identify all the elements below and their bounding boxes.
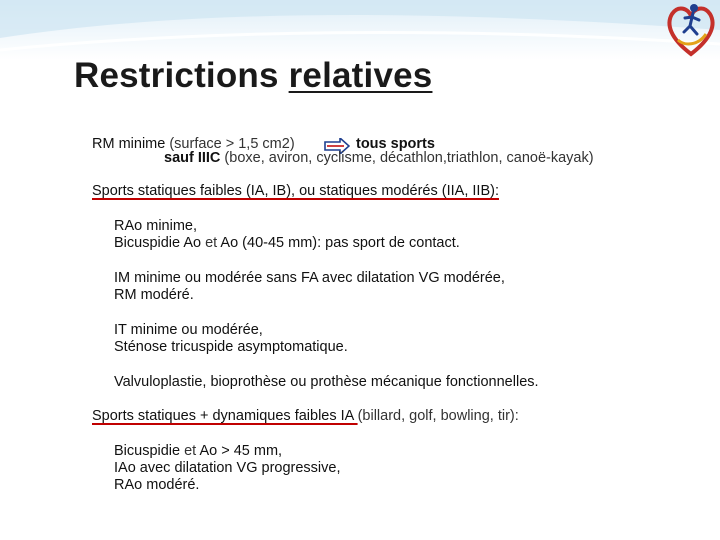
- group2-line-a: IM minime ou modérée sans FA avec dilatation VG modérée,: [114, 270, 505, 286]
- rm-result: tous sports: [356, 136, 435, 152]
- group3-line-b: Sténose tricuspide asymptomatique.: [114, 339, 348, 355]
- section2-line1-part1: Bicuspidie: [114, 443, 181, 459]
- group1-line-b: [114, 235, 460, 252]
- section2-line1: [114, 443, 282, 460]
- group2-line-b: RM modéré.: [114, 287, 194, 303]
- section2-line1-part3: Ao > 45 mm,: [199, 443, 283, 459]
- sauf-line: [164, 150, 594, 167]
- rm-detail: (surface > 1,5 cm2): [165, 136, 295, 152]
- rm-label: RM minime: [92, 136, 166, 152]
- sauf-detail: (boxe, aviron, cyclisme, décathlon,triathlon, canoë-kayak): [220, 150, 594, 166]
- group1-line-b-part1: Bicuspidie Ao: [114, 235, 202, 251]
- group1-line-b-part2: et: [201, 235, 221, 251]
- section2-line3: RAo modéré.: [114, 477, 200, 493]
- title-part1: Restrictions: [74, 56, 289, 95]
- group1-line-b-part3: Ao (40-45 mm): pas sport de contact.: [220, 235, 460, 251]
- header-swoosh: [0, 0, 720, 60]
- title-part2: relatives: [288, 56, 433, 95]
- page-title: [74, 56, 432, 96]
- group3-line-a: IT minime ou modérée,: [114, 322, 263, 338]
- group1-line-a: RAo minime,: [114, 218, 197, 234]
- section2-line1-part2: et: [180, 443, 200, 459]
- group4-line-a: Valvuloplastie, bioprothèse ou prothèse mécanique fonctionnelles.: [114, 374, 539, 390]
- heart-runner-logo: [664, 0, 718, 58]
- section2-heading: [92, 408, 519, 425]
- section1-heading-text: Sports statiques faibles (IA, IB), ou statiques modérés (IIA, IIB):: [92, 183, 499, 199]
- section2-heading-text: Sports statiques + dynamiques faibles IA: [92, 408, 358, 424]
- sauf-label: sauf IIIC: [164, 150, 221, 166]
- section1-heading: [92, 183, 499, 200]
- section2-heading-detail: (billard, golf, bowling, tir):: [357, 408, 519, 424]
- section2-line2: IAo avec dilatation VG progressive,: [114, 460, 341, 476]
